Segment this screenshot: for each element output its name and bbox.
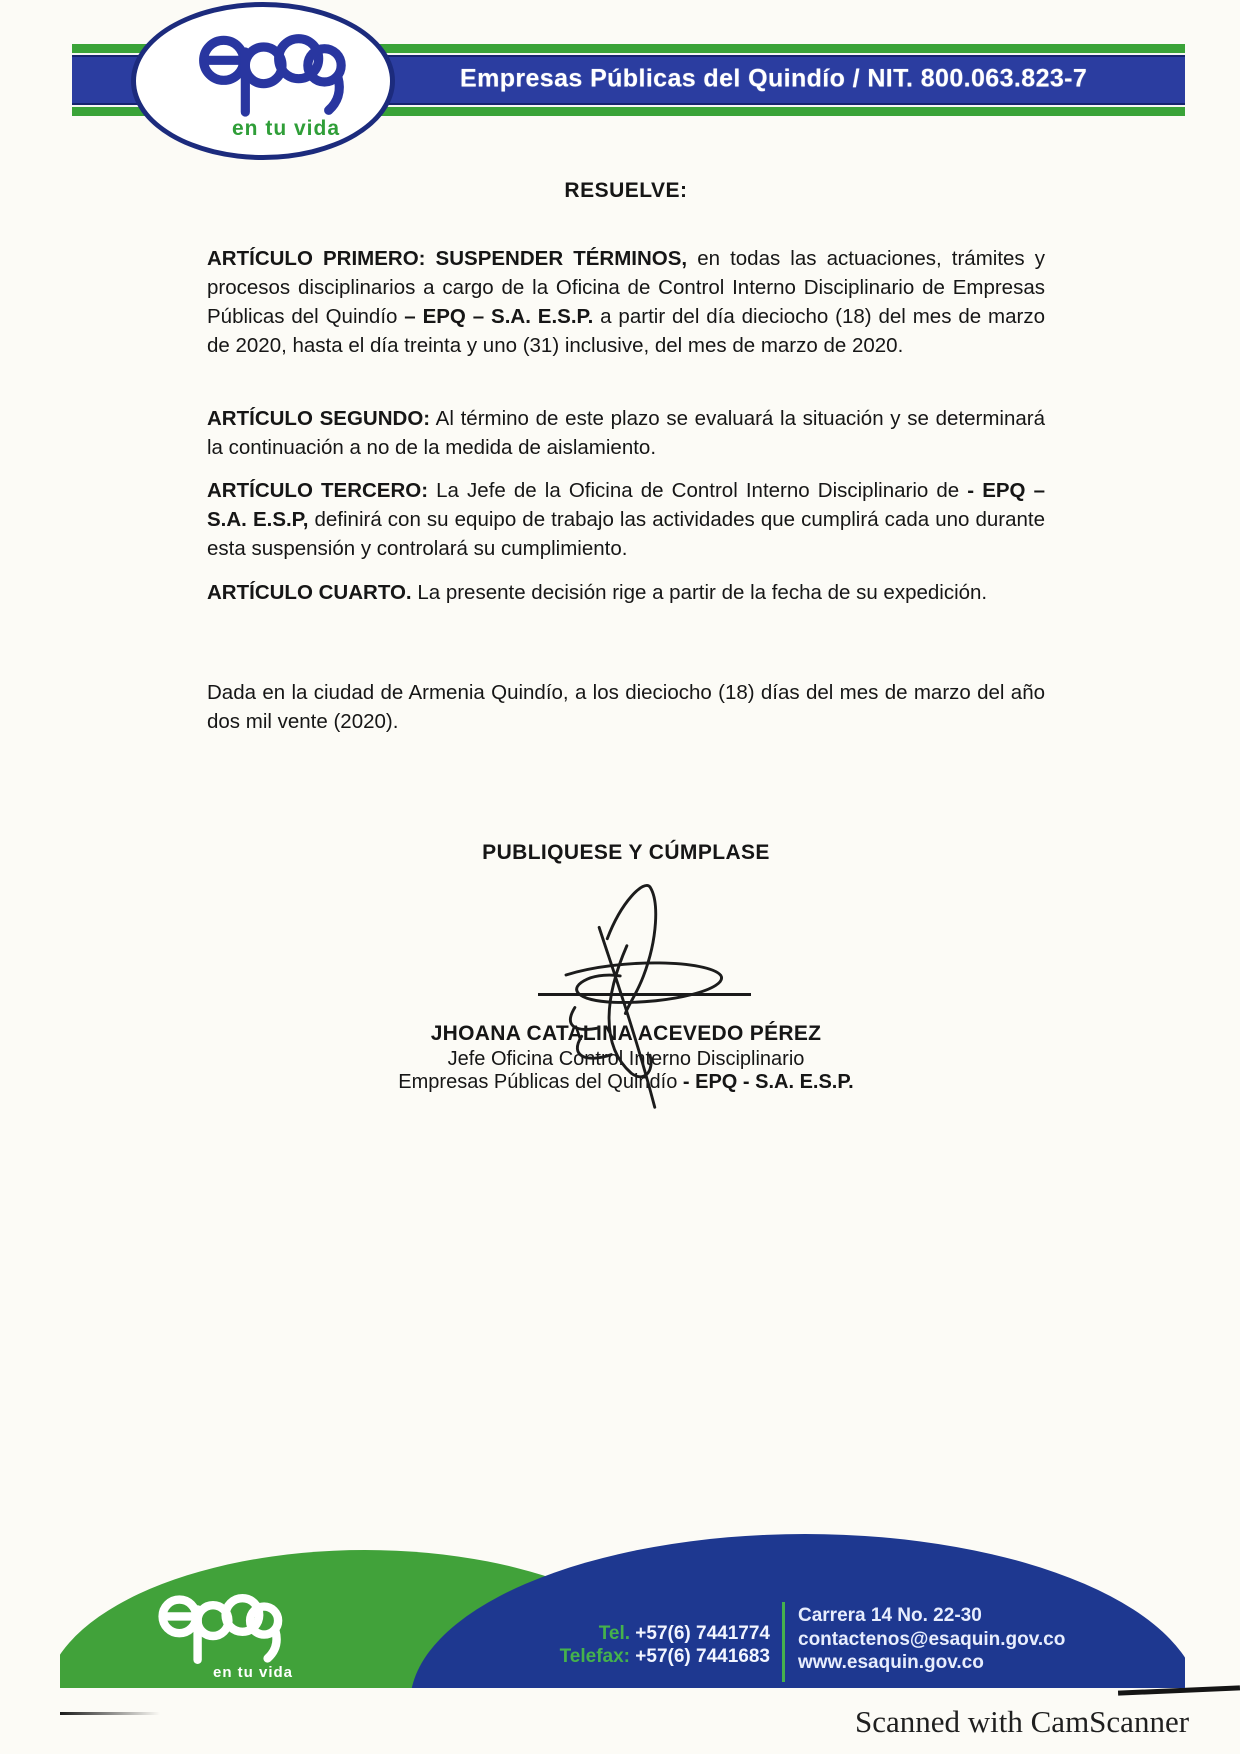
scan-edge-line-left	[60, 1712, 160, 1715]
fax-label: Telefax:	[559, 1646, 631, 1667]
footer-phone-block	[420, 1622, 770, 1668]
epq-footer-logo-icon	[145, 1580, 295, 1664]
resuelve-heading: RESUELVE:	[564, 179, 688, 202]
phone-label: Tel.	[598, 1623, 631, 1644]
articulo-segundo-paragraph: ARTÍCULO SEGUNDO: Al término de este plazo se evaluará la situación y se determinará la continuación a no de la medida de aislamiento.	[207, 407, 1045, 459]
logo-tagline: en tu vida	[232, 117, 341, 140]
phone-number: +57(6) 7441774	[635, 1623, 770, 1644]
street-address: Carrera 14 No. 22-30	[798, 1605, 982, 1626]
footer-fax-line	[420, 1645, 770, 1668]
website-url: www.esaquin.gov.co	[798, 1652, 984, 1673]
epq-logo-circle	[131, 2, 395, 160]
signatory-title: Jefe Oficina Control Interno Disciplinario	[447, 1048, 805, 1070]
footer-logo-tagline: en tu vida	[212, 1664, 293, 1681]
publiquese-heading: PUBLIQUESE Y CÚMPLASE	[482, 841, 770, 864]
articulo-primero-paragraph: ARTÍCULO PRIMERO: SUSPENDER TÉRMINOS, en todas las actuaciones, trámites y procesos disciplinarios a cargo de la Oficina de Control Interno Disciplinario de Empresas Públicas del Quindío – EPQ – S.A. E.S.P. a partir del día dieciocho (18) del mes de marzo de 2020, hasta el día treinta y uno (31) inclusive, del mes de marzo de 2020.	[207, 247, 1046, 357]
footer-phone-line	[420, 1622, 770, 1645]
company-name-banner-text: Empresas Públicas del Quindío / NIT. 800.063.823-7	[460, 64, 1088, 93]
camscanner-watermark: Scanned with CamScanner	[855, 1704, 1190, 1739]
handwritten-signature	[511, 874, 749, 1114]
footer-vertical-divider	[782, 1602, 785, 1682]
articulo-tercero-paragraph: ARTÍCULO TERCERO: La Jefe de la Oficina de Control Interno Disciplinario de - EPQ – S.A. E.S.P, definirá con su equipo de trabajo las actividades que cumplirá cada uno durante esta suspensión y controlará su cumplimiento.	[207, 479, 1045, 560]
fax-number: +57(6) 7441683	[635, 1646, 770, 1667]
signatory-name: JHOANA CATALINA ACEVEDO PÉREZ	[430, 1022, 822, 1045]
dada-closing-paragraph: Dada en la ciudad de Armenia Quindío, a los dieciocho (18) días del mes de marzo del año dos mil vente (2020).	[207, 681, 1045, 733]
articulo-cuarto-paragraph: ARTÍCULO CUARTO. La presente decisión rige a partir de la fecha de su expedición.	[207, 581, 988, 604]
footer	[60, 1530, 1185, 1688]
epq-logo-icon	[192, 17, 352, 117]
contact-email: contactenos@esaquin.gov.co	[798, 1628, 1066, 1650]
footer-address-block	[798, 1604, 1065, 1675]
signatory-entity: Empresas Públicas del Quindío - EPQ - S.A. E.S.P.	[398, 1071, 854, 1093]
